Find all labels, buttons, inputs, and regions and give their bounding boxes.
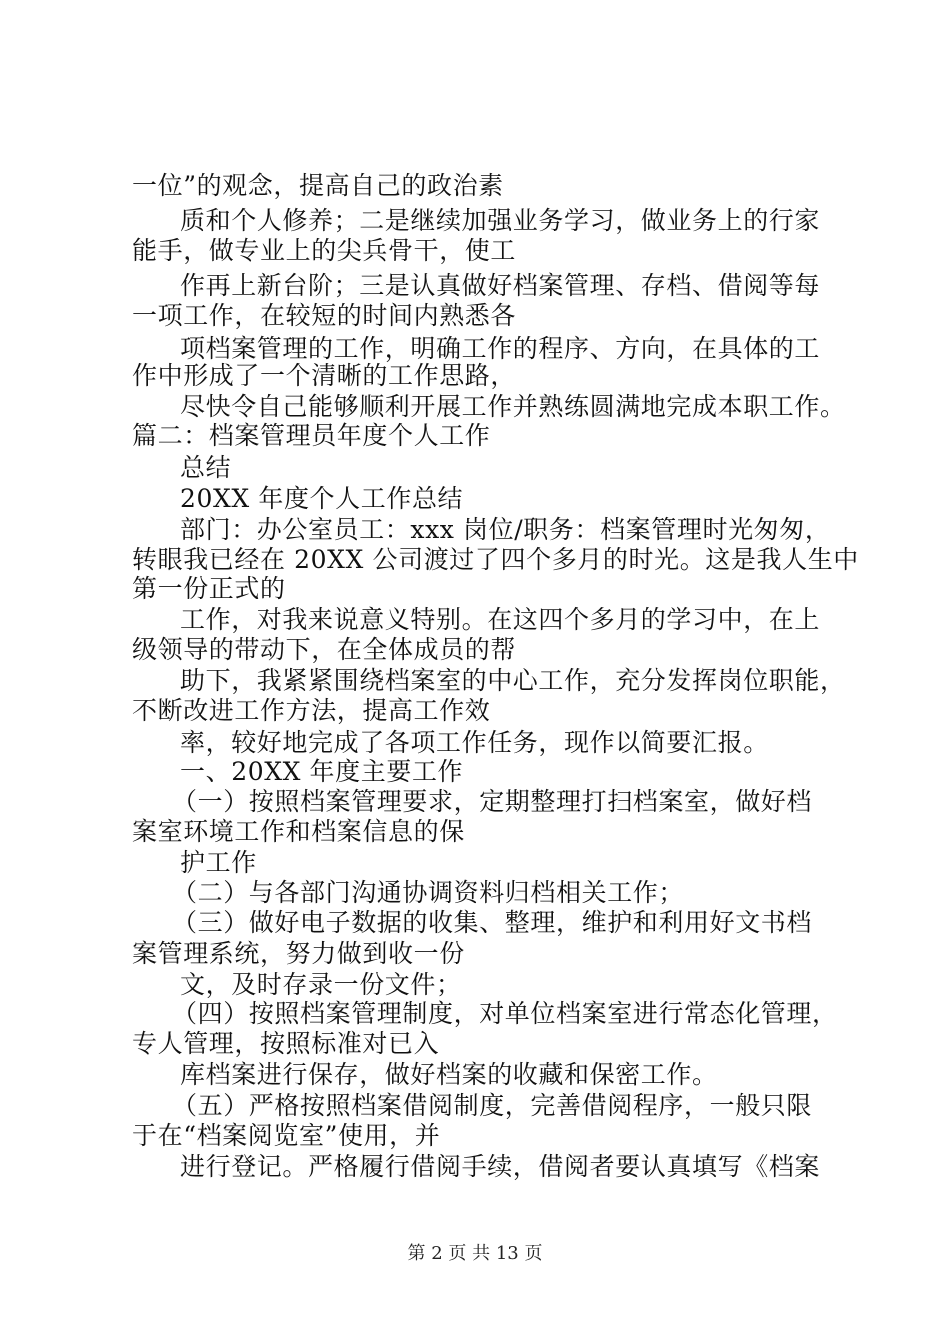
text-line: （一）按照档案管理要求，定期整理打扫档案室，做好档 — [172, 787, 813, 816]
text-line: 于在“档案阅览室”使用，并 — [132, 1121, 441, 1150]
document-title: 20XX 年度个人工作总结 — [180, 484, 464, 513]
section-heading: 一、20XX 年度主要工作 — [180, 757, 464, 786]
text-line: 能手，做专业上的尖兵骨干，使工 — [132, 236, 517, 265]
text-line: 作再上新台阶；三是认真做好档案管理、存档、借阅等每 — [180, 271, 821, 300]
text-line: 第一份正式的 — [132, 574, 286, 603]
text-line: 一项工作，在较短的时间内熟悉各 — [132, 301, 517, 330]
text-line: 库档案进行保存，做好档案的收藏和保密工作。 — [180, 1060, 718, 1089]
page-number-footer: 第 2 页 共 13 页 — [407, 1243, 543, 1264]
text-line: 专人管理，按照标准对已入 — [132, 1029, 440, 1058]
text-line: 部门：办公室员工：xxx 岗位/职务：档案管理时光匆匆， — [180, 515, 831, 544]
text-line: （四）按照档案管理制度，对单位档案室进行常态化管理， — [172, 999, 838, 1028]
text-line: 率，较好地完成了各项工作任务，现作以简要汇报。 — [180, 728, 769, 757]
section-heading: 篇二：档案管理员年度个人工作 — [132, 421, 491, 450]
text-line: 级领导的带动下，在全体成员的帮 — [132, 635, 517, 664]
text-line: 案室环境工作和档案信息的保 — [132, 817, 465, 846]
text-line: 项档案管理的工作，明确工作的程序、方向，在具体的工 — [180, 334, 821, 363]
text-line: 转眼我已经在 20XX 公司渡过了四个多月的时光。这是我人生中 — [132, 545, 859, 574]
text-line: （三）做好电子数据的收集、整理，维护和利用好文书档 — [172, 908, 813, 937]
text-line: 质和个人修养；二是继续加强业务学习，做业务上的行家 — [180, 206, 821, 235]
text-line: （五）严格按照档案借阅制度，完善借阅程序，一般只限 — [172, 1091, 813, 1120]
text-line: 作中形成了一个清晰的工作思路， — [132, 361, 517, 390]
text-line: （二）与各部门沟通协调资料归档相关工作； — [172, 878, 685, 907]
text-line: 进行登记。严格履行借阅手续，借阅者要认真填写《档案 — [180, 1152, 821, 1181]
text-line: 助下，我紧紧围绕档案室的中心工作，充分发挥岗位职能， — [180, 666, 846, 695]
text-line: 总结 — [180, 453, 232, 482]
text-line: 工作，对我来说意义特别。在这四个多月的学习中，在上 — [180, 605, 821, 634]
text-line: 护工作 — [180, 848, 257, 877]
text-line: 一位”的观念，提高自己的政治素 — [132, 171, 504, 200]
text-line: 不断改进工作方法，提高工作效 — [132, 696, 491, 725]
text-line: 尽快令自己能够顺利开展工作并熟练圆满地完成本职工作。 — [180, 392, 846, 421]
text-line: 文，及时存录一份文件； — [180, 970, 462, 999]
text-line: 案管理系统，努力做到收一份 — [132, 939, 465, 968]
